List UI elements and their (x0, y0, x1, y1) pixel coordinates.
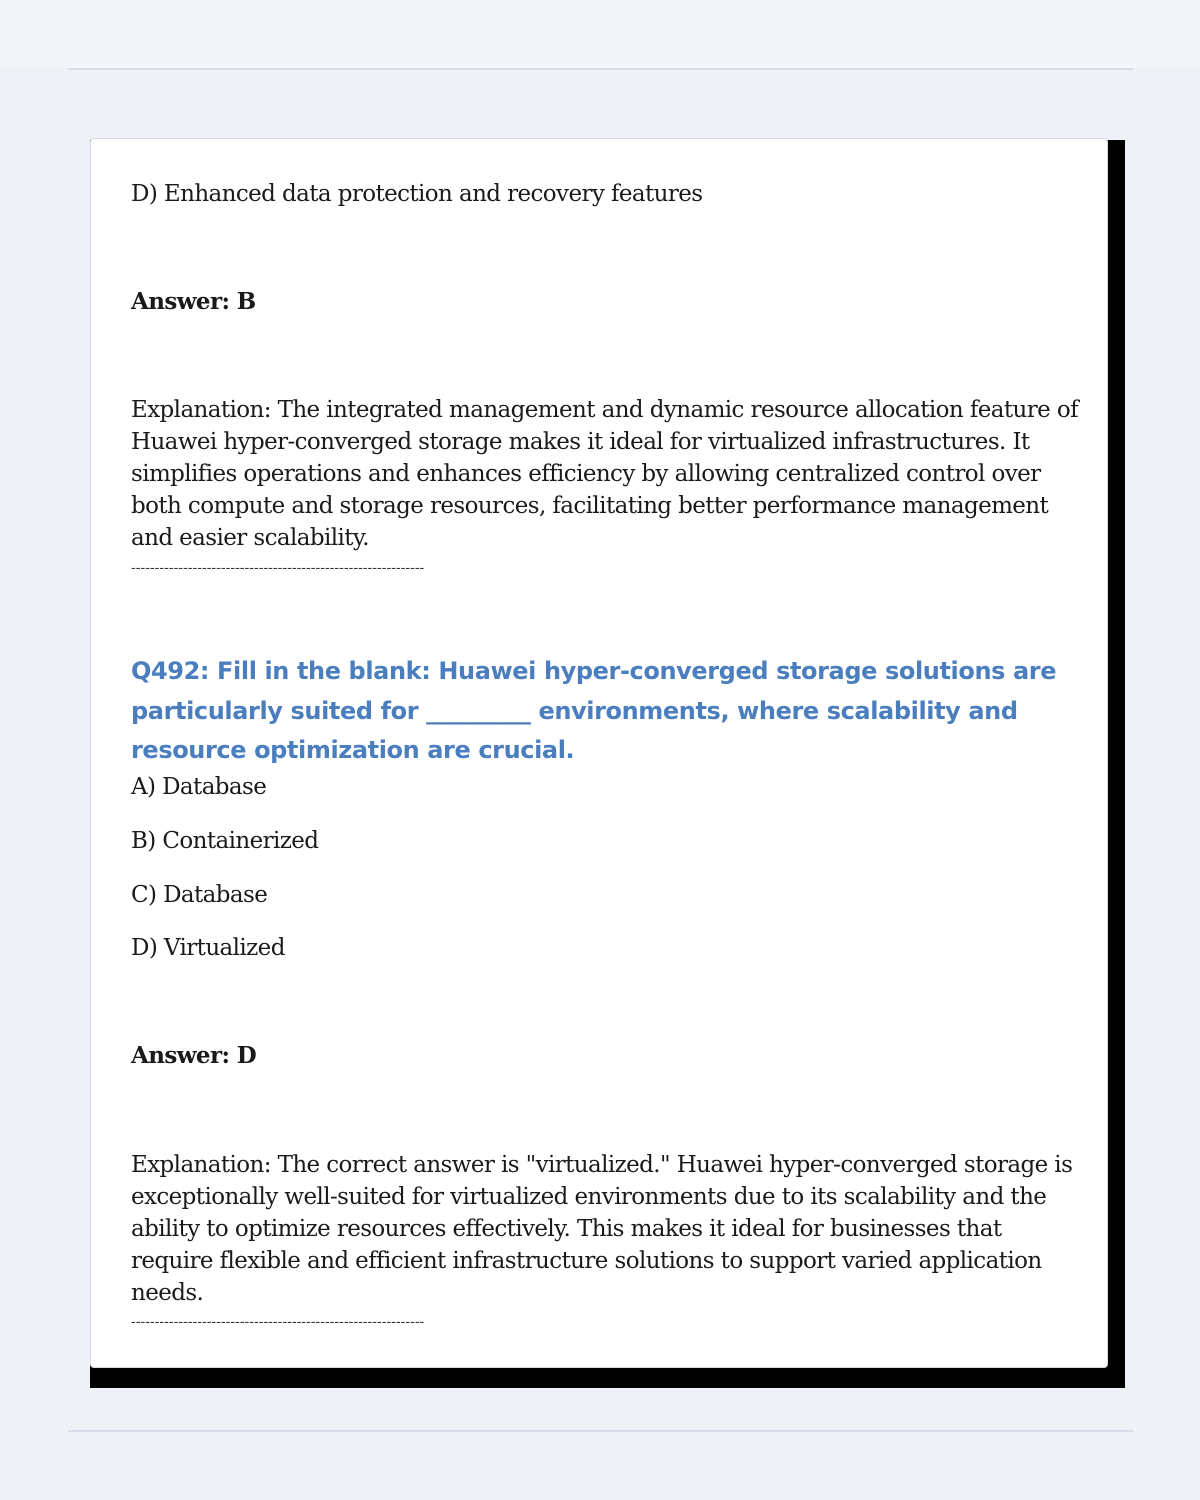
option-d: D) Virtualized (131, 935, 285, 961)
answer: Answer: D (131, 1042, 257, 1069)
previous-answer: Answer: B (131, 288, 256, 315)
option-a: A) Database (131, 774, 267, 800)
question-q492: Q492: Fill in the blank: Huawei hyper-converged storage solutions are particularly suited for _________ environments, where scalability and resource optimization are crucial. (131, 657, 1057, 764)
previous-explanation: Explanation: The integrated management and dynamic resource allocation feature of Huawei hyper-converged storage makes it ideal for virtualized infrastructures. It simplifies operations and enhances efficiency by allowing centralized control over both compute and storage resources, facilitating better performance management and easier scalability. (131, 397, 1079, 551)
top-band (0, 0, 1200, 68)
option-b: B) Containerized (131, 828, 319, 854)
separator-line-bottom: -------------------------------------------------------------- (131, 1314, 425, 1330)
separator-line: -------------------------------------------------------------- (131, 560, 425, 576)
explanation: Explanation: The correct answer is "virtualized." Huawei hyper-converged storage is exceptionally well-suited for virtualized environments due to its scalability and the ability to optimize resources effectively. This makes it ideal for businesses that require flexible and efficient infrastructure solutions to support varied application needs. (131, 1152, 1073, 1306)
top-divider (68, 68, 1133, 70)
bottom-divider (68, 1430, 1133, 1432)
previous-option-d: D) Enhanced data protection and recovery features (131, 181, 703, 207)
option-c: C) Database (131, 882, 268, 908)
